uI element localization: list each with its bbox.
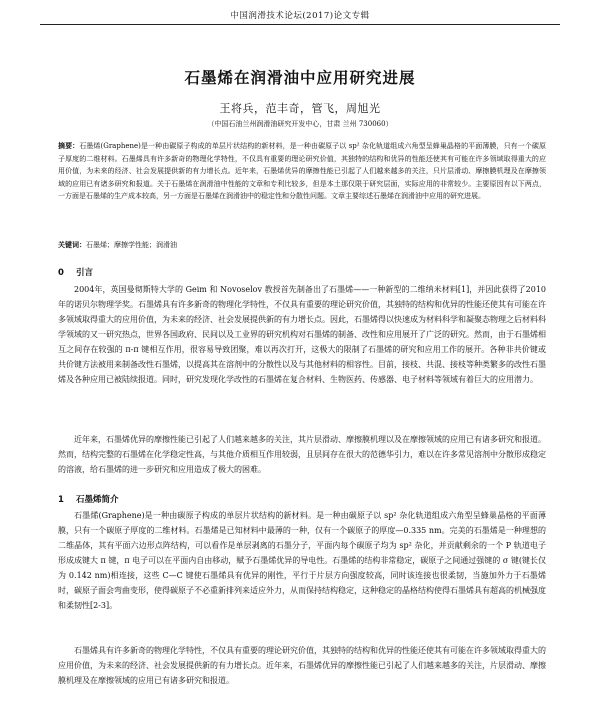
- article-authors: 王将兵，范丰奇，管飞，周旭光: [219, 102, 381, 115]
- paragraph: 近年来，石墨烯优异的摩擦性能已引起了人们越来越多的关注，其片层滑动、摩擦膜机理以及在摩擦领域的应用已有诸多研究和报道。然而，结构完整的石墨烯在化学稳定性高，与其他介质相互作用较弱，且层间存在很大的范德华引力，难以在许多常见溶剂中分散形成稳定的溶液，给石墨烯的进一步研究和应用造成了极大的困难。: [58, 435, 546, 474]
- paragraph: 2004年，英国曼彻斯特大学的 Geim 和 Novoselov 教授首先制备出了石墨烯——一种新型的二维纳米材料[1]，并因此获得了2010年的诺贝尔物理学奖。石墨烯具有许多新奇的物理化学特性，不仅具有重要的理论研究价值，其独特的结构和优异的性能还使其有可能在许多领域取得重大的应用价值，为未来的经济、社会发展提供新的有力增长点。因此，石墨烯得以快速成为材料科学和凝聚态物理之后材料科学领域的又一研究热点，世界各国政府、民间以及工业界的研究机构对石墨烯的制备、改性和应用展开了广泛的研究。然而，由于石墨烯相互之间存在较强的 π-π 键相互作用，很容易导致团聚，难以再次打开，这极大的限制了石墨烯的研究和应用工作的展开。各种非共价键或共价键方法被用来制备改性石墨烯，以提高其在溶剂中的分散性以及与其他材料的相容性。目前，接枝、共混、接枝等种类繁多的改性石墨烯及各种应用已被陆续报道。同时，研究发现化学改性的石墨烯在复合材料、生物医药、传感器、电子材料等领域有着巨大的应用潜力。: [58, 285, 546, 384]
- section-number: 1: [58, 495, 64, 505]
- section-heading-graphene: [58, 493, 119, 505]
- section-title: 引言: [76, 268, 94, 278]
- abstract-text: 石墨烯(Graphene)是一种由碳原子构成的单层片状结构的新材料，是一种由碳原子以 sp² 杂化轨道组成六角型呈蜂巢晶格的平面薄膜，只有一个碳原子厚度的二维材料。石墨烯具有许多新奇的物理化学特性，不仅具有重要的理论研究价值，其独特的结构和优异的性能还使其有可能在许多领域取得重大的应用价值，为未来的经济、社会发展提供新的有力增长点。近年来，石墨烯优异的摩擦性能已引起了人们越来越多的关注，只片层滑动、摩擦膜机理及在摩擦领域的应用已有诸多研究和报道。关于石墨烯在润滑油中性能的文章和专利比较多，但是本土那仅限于研究层面，实际应用的非常较少。主要原因有以下两点，一方面是石墨烯的生产成本较高，另一方面是石墨烯在润滑油中的稳定性和分散性问题。文章主要综述石墨烯在润滑油中应用的研究进展。: [58, 142, 547, 200]
- paragraph: 石墨烯(Graphene)是一种由碳原子构成的单层片状结构的新材料。是一种由碳原子以 sp² 杂化轨道组成六角型呈蜂巢晶格的平面薄膜，只有一个碳原子厚度的二维材料。石墨烯是已知材料中最薄的一种，仅有一个碳原子的厚度—0.335 nm。完美的石墨烯是一种理想的二维晶体，其有平面六边形点阵结构，可以看作是单层剥离的石墨分子，平面内每个碳原子均为 sp² 杂化，并贡献剩余的一个 P 轨道电子形成成键大 π 键，π 电子可以在平面内自由移动，赋予石墨烯优异的导电性。石墨烯的结构非常稳定，碳原子之间通过强键的 σ 键(键长仅为 0.142 nm)相连接，这些 C—C 键使石墨烯具有优异的刚性，平行于片层方向强度较高，同时该连接也很柔韧，当施加外力于石墨烯时，碳原子面会弯曲变形，使得碳原子不必重新排列来适应外力，从而保持结构稳定，这种稳定的晶格结构使得石墨烯具有超高的机械强度和柔韧性[2-3]。: [58, 511, 546, 610]
- running-header: 中国润滑技术论坛(2017)论文专辑: [230, 11, 370, 21]
- header-rule: [40, 24, 560, 25]
- section-title: 石墨烯简介: [76, 495, 119, 505]
- abstract: [58, 140, 546, 203]
- article-affiliation: （中国石油兰州润滑油研究开发中心，甘肃 兰州 730060）: [207, 120, 393, 128]
- section-number: 0: [58, 268, 64, 278]
- keywords-label: 关键词：: [58, 240, 86, 249]
- keywords: [58, 240, 546, 250]
- section-heading-intro: [58, 266, 93, 278]
- article-title: 石墨烯在润滑油中应用研究进展: [184, 69, 416, 87]
- keywords-text: 石墨烯；摩擦学性能；润滑油: [86, 241, 177, 249]
- paragraph: 石墨烯具有许多新奇的物理化学特性，不仅具有重要的理论研究价值，其独特的结构和优异的性能还使其有可能在许多领域取得重大的应用价值，为未来的经济、社会发展提供新的有力增长点。近年来，石墨烯优异的摩擦性能已引起了人们越来越多的关注，片层滑动、摩擦膜机理及在摩擦领域的应用已有诸多研究和报道。: [58, 646, 546, 685]
- abstract-label: 摘要：: [58, 141, 80, 150]
